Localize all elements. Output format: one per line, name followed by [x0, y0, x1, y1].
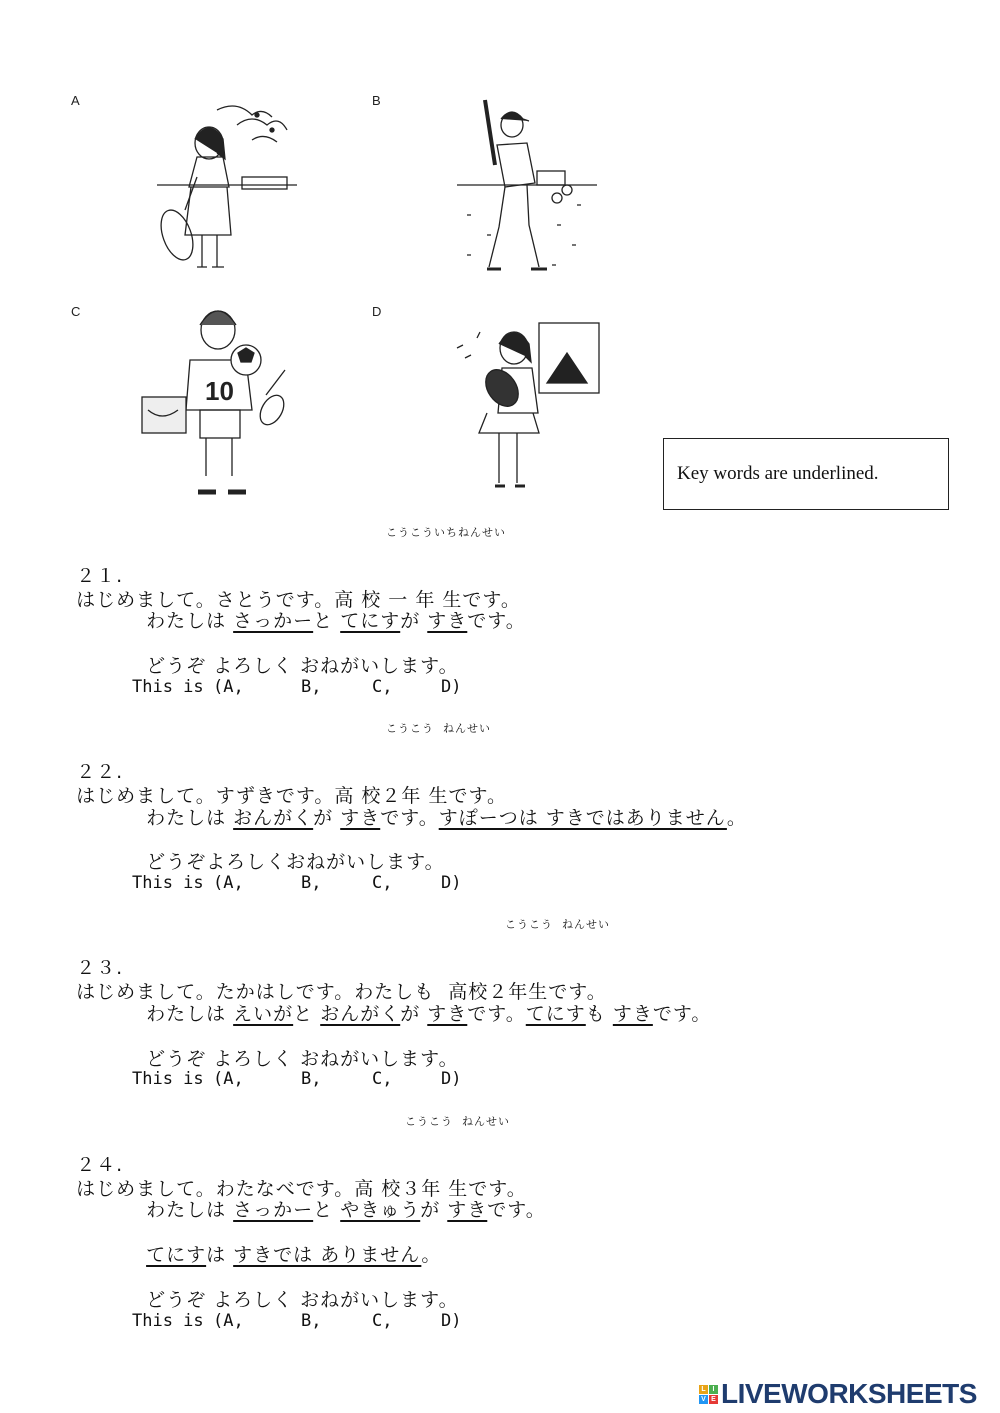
- baseball-player-icon: [457, 95, 597, 280]
- picture-label-a: A: [71, 93, 80, 108]
- q21-furigana: こうこういちねんせい: [386, 526, 506, 539]
- q24-option-a[interactable]: (A,: [213, 1311, 244, 1331]
- liveworksheets-text: LIVEWORKSHEETS: [721, 1378, 977, 1409]
- q22-option-c[interactable]: C,: [372, 873, 393, 893]
- q23-answer-prefix: This is: [132, 1069, 204, 1089]
- q22-option-a[interactable]: (A,: [213, 873, 244, 893]
- q23-number: ２３.: [76, 957, 124, 979]
- q23-furigana: こうこう ねんせい: [505, 918, 610, 931]
- q21-line-1: わたしは さっかーと てにすが すきです。: [146, 610, 526, 632]
- q21-option-c[interactable]: C,: [372, 677, 393, 697]
- svg-text:10: 10: [205, 376, 234, 406]
- picture-label-c: C: [71, 304, 81, 319]
- q22-intro-text: はじめまして。すずきです。高 校２年 生です。: [76, 785, 507, 807]
- q23-option-a[interactable]: (A,: [213, 1069, 244, 1089]
- liveworksheets-mark-icon: L I V E: [699, 1385, 718, 1404]
- q21-option-d[interactable]: D): [441, 677, 462, 697]
- q24-furigana: こうこう ねんせい: [405, 1115, 510, 1128]
- q22-line-1: わたしは おんがくが すきです。すぽーつは すきではありません。: [146, 807, 747, 829]
- q23-line-1: わたしは えいがと おんがくが すきです。てにすも すきです。: [146, 1003, 712, 1025]
- picture-label-d: D: [372, 304, 382, 319]
- q21-option-a[interactable]: (A,: [213, 677, 244, 697]
- q21-number: ２１.: [76, 565, 124, 587]
- q23-option-c[interactable]: C,: [372, 1069, 393, 1089]
- q23-line-2: どうぞ よろしく おねがいします。: [146, 1048, 459, 1070]
- q22-option-d[interactable]: D): [441, 873, 462, 893]
- q22-option-b[interactable]: B,: [301, 873, 322, 893]
- q21-intro-text: はじめまして。さとうです。高 校 一 年 生です。: [76, 589, 521, 611]
- q24-option-d[interactable]: D): [441, 1311, 462, 1331]
- q23-option-d[interactable]: D): [441, 1069, 462, 1089]
- q24-line-3: どうぞ よろしく おねがいします。: [146, 1289, 459, 1311]
- q21-answer-prefix: This is: [132, 677, 204, 697]
- boy-soccer-tennis-icon: [140, 305, 300, 500]
- q22-furigana: こうこう ねんせい: [386, 722, 491, 735]
- picture-label-b: B: [372, 93, 381, 108]
- girl-with-racket-icon: [447, 318, 607, 503]
- q24-line-1: わたしは さっかーと やきゅうが すきです。: [146, 1199, 546, 1221]
- q24-line-2: てにすは すきでは ありません。: [146, 1244, 442, 1266]
- q24-answer-prefix: This is: [132, 1311, 204, 1331]
- q24-intro-text: はじめまして。わたなべです。高 校３年 生です。: [76, 1178, 527, 1200]
- q23-intro-text: はじめまして。たかはしです。わたしも 高校２年生です。: [76, 981, 607, 1003]
- q23-option-b[interactable]: B,: [301, 1069, 322, 1089]
- q21-line-2: どうぞ よろしく おねがいします。: [146, 655, 459, 677]
- q22-answer-prefix: This is: [132, 873, 204, 893]
- key-words-note: Key words are underlined.: [663, 438, 949, 510]
- girl-with-violin-icon: [157, 95, 297, 280]
- q22-line-2: どうぞよろしくおねがいします。: [146, 851, 445, 873]
- q22-number: ２２.: [76, 761, 124, 783]
- q24-option-b[interactable]: B,: [301, 1311, 322, 1331]
- q24-option-c[interactable]: C,: [372, 1311, 393, 1331]
- liveworksheets-logo[interactable]: [699, 1378, 977, 1410]
- q24-number: ２４.: [76, 1154, 124, 1176]
- q21-option-b[interactable]: B,: [301, 677, 322, 697]
